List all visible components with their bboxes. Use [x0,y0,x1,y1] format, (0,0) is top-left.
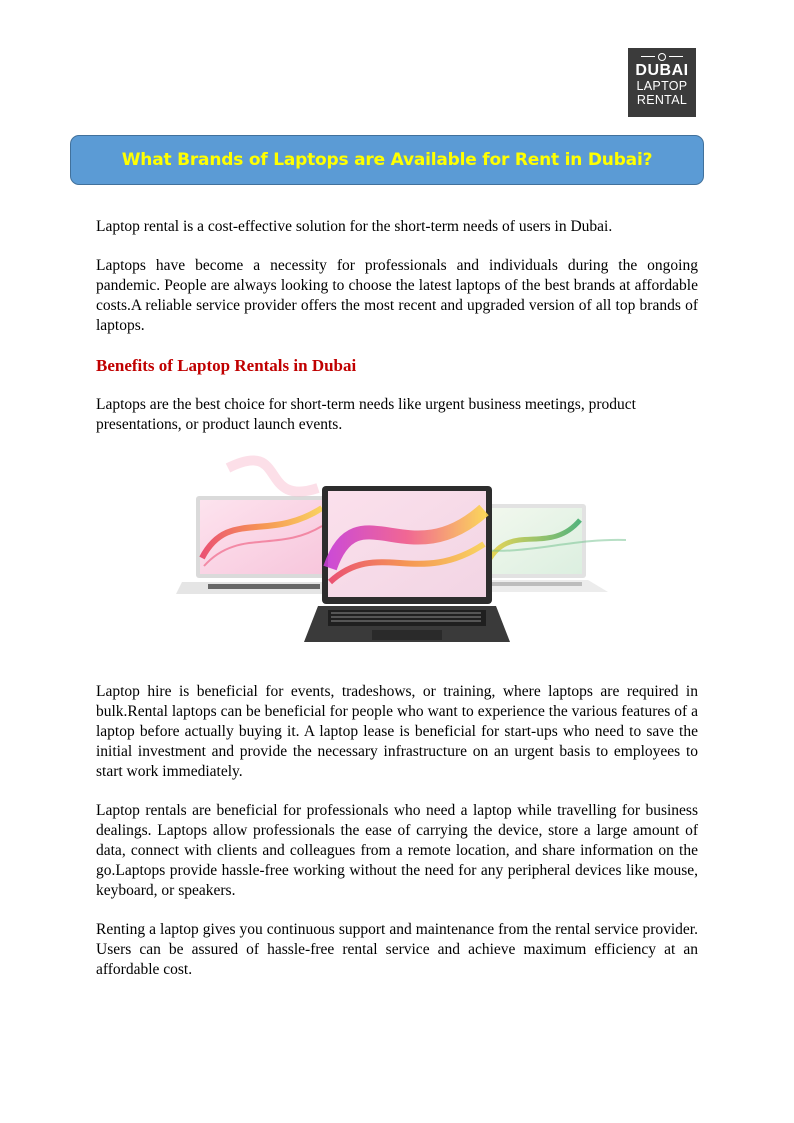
logo-emblem-icon [628,51,696,62]
laptops-illustration [168,448,626,664]
paragraph-necessity: Laptops have become a necessity for professionals and individuals during the ongoing pandemic. People are always looking to choose the latest laptops of the best brands at affordable costs.A reliable service provider offers the most recent and upgraded version of all top brands of laptops. [96,257,698,334]
logo-line-dubai: DUBAI [635,62,689,79]
paragraph-short-term: Laptops are the best choice for short-term needs like urgent business meetings, product presentations, or product launch events. [96,396,636,433]
paragraph-support: Renting a laptop gives you continuous support and maintenance from the rental service provider. Users can be assured of hassle-free rental service and achieve maximum efficiency at an affordable cost. [96,921,698,978]
paragraph-intro: Laptop rental is a cost-effective solution for the short-term needs of users in Dubai. [96,218,613,235]
page-title: What Brands of Laptops are Available for Rent in Dubai? [121,150,653,170]
section-heading-benefits: Benefits of Laptop Rentals in Dubai [96,356,357,375]
center-laptop [304,486,510,642]
logo-line-laptop: LAPTOP [636,79,688,93]
logo-line-rental: RENTAL [636,93,688,107]
company-logo [628,48,696,117]
left-laptop [176,496,336,594]
title-banner [70,135,704,185]
paragraph-professionals: Laptop rentals are beneficial for professionals who need a laptop while travelling for business dealings. Laptops allow professionals the ease of carrying the device, store a large amount of data, connect with clients and colleagues from a remote location, and share information on the go.Laptops provide hassle-free working without the need for any peripheral devices like mouse, keyboard, or speakers. [96,802,698,899]
paragraph-events: Laptop hire is beneficial for events, tradeshows, or training, where laptops are required in bulk.Rental laptops can be beneficial for people who want to experience the various features of a laptop before actually buying it. A laptop lease is beneficial for start-ups who need to save the initial investment and provide the necessary infrastructure on an urgent basis to employees to start work immediately. [96,683,698,780]
